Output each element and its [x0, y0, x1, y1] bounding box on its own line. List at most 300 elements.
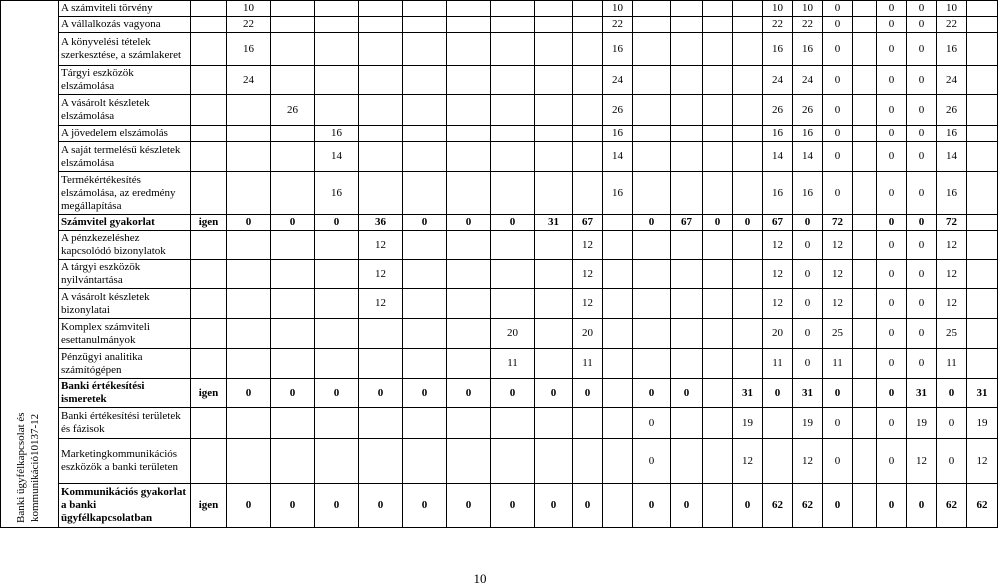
table-row	[1, 126, 998, 142]
table-row	[1, 231, 998, 260]
table-cell	[191, 260, 227, 289]
table-cell	[703, 66, 733, 95]
table-cell	[535, 1, 573, 17]
table-cell	[271, 289, 315, 319]
table-cell	[703, 142, 733, 172]
table-cell: 12	[967, 439, 998, 484]
table-cell	[491, 231, 535, 260]
table-cell: 0	[633, 439, 671, 484]
table-cell	[315, 289, 359, 319]
table-cell: 12	[573, 289, 603, 319]
table-cell: 0	[633, 408, 671, 439]
table-cell: 10	[793, 1, 823, 17]
table-cell: 10	[603, 1, 633, 17]
table-cell: 0	[315, 215, 359, 231]
table-cell: 22	[937, 17, 967, 33]
table-cell: 16	[937, 172, 967, 215]
table-cell	[447, 95, 491, 126]
table-cell	[447, 319, 491, 349]
table-cell	[403, 319, 447, 349]
table-cell: 26	[603, 95, 633, 126]
table-cell	[359, 17, 403, 33]
table-row	[1, 319, 998, 349]
table-cell	[853, 17, 877, 33]
table-cell: 20	[491, 319, 535, 349]
table-cell	[603, 289, 633, 319]
table-cell	[403, 408, 447, 439]
table-cell: 0	[877, 215, 907, 231]
table-cell: 0	[633, 215, 671, 231]
table-cell	[491, 408, 535, 439]
table-cell: 25	[823, 319, 853, 349]
table-cell	[359, 349, 403, 379]
table-cell: 0	[271, 215, 315, 231]
table-cell	[315, 17, 359, 33]
table-cell	[703, 260, 733, 289]
table-cell	[535, 172, 573, 215]
table-cell	[967, 260, 998, 289]
table-cell	[763, 439, 793, 484]
table-cell: 0	[937, 439, 967, 484]
table-cell	[535, 349, 573, 379]
table-cell: 19	[793, 408, 823, 439]
table-cell	[271, 172, 315, 215]
table-cell: 0	[823, 439, 853, 484]
table-cell	[491, 33, 535, 66]
table-cell	[227, 289, 271, 319]
table-cell	[967, 33, 998, 66]
table-cell: 16	[603, 33, 633, 66]
table-cell	[703, 17, 733, 33]
table-cell: 0	[907, 260, 937, 289]
table-cell	[271, 17, 315, 33]
table-cell	[853, 142, 877, 172]
table-cell: 26	[271, 95, 315, 126]
table-cell: 20	[763, 319, 793, 349]
table-cell: 0	[907, 1, 937, 17]
table-cell: 22	[603, 17, 633, 33]
table-cell	[403, 66, 447, 95]
table-cell	[703, 319, 733, 349]
table-cell	[227, 408, 271, 439]
table-cell	[315, 66, 359, 95]
table-cell	[671, 439, 703, 484]
section-label: Banki ügyfélkapcsolat és kommunikáció10137-12	[15, 412, 41, 524]
table-cell: 11	[491, 349, 535, 379]
table-cell: 0	[793, 231, 823, 260]
table-cell: 0	[271, 379, 315, 408]
table-cell: 0	[793, 349, 823, 379]
table-cell	[967, 95, 998, 126]
table-cell	[733, 66, 763, 95]
table-cell	[227, 319, 271, 349]
table-cell: 0	[359, 379, 403, 408]
table-cell	[703, 484, 733, 528]
row-label: Banki értékesítési ismeretek	[59, 379, 191, 408]
table-cell: 0	[877, 17, 907, 33]
table-cell	[271, 33, 315, 66]
table-row	[1, 349, 998, 379]
table-cell	[535, 17, 573, 33]
table-cell	[573, 95, 603, 126]
table-cell	[359, 126, 403, 142]
table-cell: 12	[763, 260, 793, 289]
table-row	[1, 142, 998, 172]
table-cell	[703, 126, 733, 142]
table-cell: 16	[315, 126, 359, 142]
table-cell	[703, 172, 733, 215]
table-cell: 31	[733, 379, 763, 408]
table-cell: 12	[823, 231, 853, 260]
table-cell: 0	[823, 66, 853, 95]
table-cell	[403, 349, 447, 379]
table-cell	[853, 66, 877, 95]
table-cell: 0	[535, 484, 573, 528]
table-cell	[633, 17, 671, 33]
table-cell	[633, 1, 671, 17]
table-cell	[603, 231, 633, 260]
table-cell: 31	[535, 215, 573, 231]
table-cell: 0	[877, 142, 907, 172]
table-cell: 14	[793, 142, 823, 172]
table-cell	[853, 1, 877, 17]
table-cell	[403, 142, 447, 172]
table-cell	[733, 260, 763, 289]
table-cell	[853, 319, 877, 349]
table-cell	[447, 260, 491, 289]
table-cell	[967, 17, 998, 33]
table-cell: 72	[823, 215, 853, 231]
table-cell: 67	[671, 215, 703, 231]
section-label-cell	[1, 1, 59, 528]
table-cell	[227, 172, 271, 215]
table-cell	[315, 408, 359, 439]
table-cell	[733, 142, 763, 172]
table-cell: 0	[877, 66, 907, 95]
table-cell	[491, 172, 535, 215]
table-cell	[703, 379, 733, 408]
table-cell	[271, 408, 315, 439]
table-cell	[403, 439, 447, 484]
table-cell: 67	[573, 215, 603, 231]
table-cell: 0	[907, 484, 937, 528]
table-cell: 0	[877, 439, 907, 484]
table-cell: 24	[937, 66, 967, 95]
table-cell: 12	[573, 231, 603, 260]
table-cell	[271, 319, 315, 349]
table-row	[1, 408, 998, 439]
row-label: Banki értékesítési területek és fázisok	[59, 408, 191, 439]
table-cell	[447, 66, 491, 95]
table-cell	[671, 260, 703, 289]
table-cell	[403, 33, 447, 66]
table-cell: 0	[823, 408, 853, 439]
table-cell	[733, 95, 763, 126]
table-cell: 12	[823, 289, 853, 319]
table-cell: 0	[877, 172, 907, 215]
table-cell	[403, 231, 447, 260]
table-cell	[853, 408, 877, 439]
table-cell	[447, 439, 491, 484]
table-cell: 0	[907, 33, 937, 66]
table-cell: 0	[573, 379, 603, 408]
table-cell: 14	[763, 142, 793, 172]
table-cell: 16	[763, 172, 793, 215]
table-row	[1, 66, 998, 95]
table-cell: 0	[877, 289, 907, 319]
table-cell: 12	[937, 289, 967, 319]
table-cell	[447, 17, 491, 33]
table-cell	[573, 126, 603, 142]
table-cell: 12	[763, 231, 793, 260]
row-label: A vásárolt készletek bizonylatai	[59, 289, 191, 319]
table-cell: 26	[763, 95, 793, 126]
table-cell	[733, 349, 763, 379]
table-cell: 0	[573, 484, 603, 528]
table-cell	[447, 142, 491, 172]
table-cell	[573, 1, 603, 17]
table-cell: 0	[877, 1, 907, 17]
table-cell: 0	[907, 66, 937, 95]
table-cell	[733, 289, 763, 319]
row-label: Komplex számviteli esettanulmányok	[59, 319, 191, 349]
table-cell	[227, 349, 271, 379]
table-cell: 0	[877, 95, 907, 126]
row-label: A tárgyi eszközök nyilvántartása	[59, 260, 191, 289]
table-cell	[633, 95, 671, 126]
table-cell: 20	[573, 319, 603, 349]
table-cell	[603, 408, 633, 439]
table-cell: 11	[823, 349, 853, 379]
table-cell	[733, 172, 763, 215]
table-cell: 12	[937, 260, 967, 289]
table-cell: 0	[763, 379, 793, 408]
table-cell: 24	[227, 66, 271, 95]
table-cell: 0	[535, 379, 573, 408]
table-cell	[633, 172, 671, 215]
table-cell: 62	[763, 484, 793, 528]
table-cell	[535, 33, 573, 66]
table-row	[1, 17, 998, 33]
table-cell: 0	[491, 215, 535, 231]
table-cell	[227, 95, 271, 126]
table-cell: 0	[447, 484, 491, 528]
table-cell: 0	[877, 349, 907, 379]
table-cell	[227, 260, 271, 289]
table-cell	[359, 439, 403, 484]
table-cell: 16	[937, 126, 967, 142]
table-cell	[191, 349, 227, 379]
table-cell	[191, 231, 227, 260]
table-cell	[315, 1, 359, 17]
table-cell	[671, 231, 703, 260]
table-cell: 0	[793, 260, 823, 289]
table-cell: igen	[191, 215, 227, 231]
table-cell	[315, 349, 359, 379]
table-cell	[671, 172, 703, 215]
table-cell: 0	[793, 319, 823, 349]
table-cell: 0	[227, 215, 271, 231]
table-cell	[967, 319, 998, 349]
table-cell	[447, 408, 491, 439]
table-cell: 19	[733, 408, 763, 439]
table-cell	[191, 66, 227, 95]
table-cell	[403, 95, 447, 126]
table-cell	[271, 126, 315, 142]
table-cell	[535, 408, 573, 439]
table-cell: 12	[793, 439, 823, 484]
table-cell: 25	[937, 319, 967, 349]
table-cell	[191, 289, 227, 319]
table-cell	[967, 66, 998, 95]
table-cell: 0	[703, 215, 733, 231]
table-cell: 12	[733, 439, 763, 484]
table-cell	[191, 126, 227, 142]
table-cell	[447, 349, 491, 379]
table-cell: igen	[191, 484, 227, 528]
row-label: A könyvelési tételek szerkesztése, a számlakeret	[59, 33, 191, 66]
table-cell: 10	[937, 1, 967, 17]
table-cell: 0	[907, 126, 937, 142]
table-cell: 0	[491, 484, 535, 528]
table-cell	[633, 319, 671, 349]
table-row	[1, 1, 998, 17]
table-cell	[603, 319, 633, 349]
table-cell: 16	[603, 126, 633, 142]
table-cell	[967, 1, 998, 17]
table-row	[1, 95, 998, 126]
table-cell	[227, 142, 271, 172]
row-label: A vásárolt készletek elszámolása	[59, 95, 191, 126]
table-cell: 0	[907, 17, 937, 33]
table-cell: 24	[793, 66, 823, 95]
table-cell	[573, 439, 603, 484]
table-cell	[633, 33, 671, 66]
table-cell: 0	[271, 484, 315, 528]
table-cell: 22	[763, 17, 793, 33]
table-cell	[491, 1, 535, 17]
table-cell	[671, 289, 703, 319]
table-cell: 0	[877, 33, 907, 66]
table-cell	[447, 126, 491, 142]
table-cell	[967, 215, 998, 231]
table-cell	[633, 126, 671, 142]
table-cell	[535, 66, 573, 95]
table-cell	[967, 349, 998, 379]
table-cell	[603, 439, 633, 484]
row-label: A saját termelésű készletek elszámolása	[59, 142, 191, 172]
table-cell	[191, 142, 227, 172]
table-cell: 12	[359, 231, 403, 260]
table-cell	[703, 349, 733, 379]
table-cell: 0	[877, 408, 907, 439]
table-cell	[733, 126, 763, 142]
table-cell: 31	[793, 379, 823, 408]
table-cell	[603, 379, 633, 408]
table-cell: 0	[823, 142, 853, 172]
table-cell: 12	[823, 260, 853, 289]
table-cell: igen	[191, 379, 227, 408]
table-cell	[633, 231, 671, 260]
table-cell	[491, 289, 535, 319]
table-cell	[573, 172, 603, 215]
table-cell	[191, 17, 227, 33]
table-cell: 24	[763, 66, 793, 95]
table-cell: 0	[877, 231, 907, 260]
table-cell	[733, 33, 763, 66]
row-label: Marketingkommunikációs eszközök a banki területen	[59, 439, 191, 484]
table-cell	[671, 126, 703, 142]
table-cell	[227, 439, 271, 484]
table-cell	[447, 1, 491, 17]
table-cell	[967, 142, 998, 172]
table-cell: 0	[937, 379, 967, 408]
table-cell: 0	[315, 379, 359, 408]
table-cell	[315, 260, 359, 289]
table-cell	[703, 33, 733, 66]
table-cell	[853, 95, 877, 126]
table-cell: 0	[733, 484, 763, 528]
row-label: A pénzkezeléshez kapcsolódó bizonylatok	[59, 231, 191, 260]
table-cell	[853, 484, 877, 528]
table-cell: 0	[877, 484, 907, 528]
table-cell	[633, 142, 671, 172]
table-cell	[535, 319, 573, 349]
table-cell	[271, 439, 315, 484]
table-cell: 16	[793, 33, 823, 66]
table-cell: 10	[763, 1, 793, 17]
table-cell	[853, 33, 877, 66]
table-cell	[573, 142, 603, 172]
row-label: A vállalkozás vagyona	[59, 17, 191, 33]
table-cell	[359, 95, 403, 126]
table-cell	[573, 66, 603, 95]
table-cell	[447, 172, 491, 215]
table-cell	[633, 349, 671, 379]
table-cell: 0	[877, 126, 907, 142]
table-cell	[535, 142, 573, 172]
table-cell	[535, 231, 573, 260]
table-cell: 12	[763, 289, 793, 319]
table-cell: 26	[793, 95, 823, 126]
table-cell: 0	[823, 484, 853, 528]
row-label: Tárgyi eszközök elszámolása	[59, 66, 191, 95]
table-cell	[315, 33, 359, 66]
table-cell: 0	[793, 289, 823, 319]
table-cell	[191, 172, 227, 215]
table-cell: 0	[823, 379, 853, 408]
table-cell: 72	[937, 215, 967, 231]
table-cell: 22	[227, 17, 271, 33]
table-cell	[671, 95, 703, 126]
table-cell: 0	[907, 142, 937, 172]
table-cell: 0	[877, 379, 907, 408]
table-cell: 0	[671, 379, 703, 408]
table-cell	[271, 260, 315, 289]
table-cell: 0	[403, 484, 447, 528]
table-cell	[853, 215, 877, 231]
table-cell	[359, 319, 403, 349]
table-cell: 62	[967, 484, 998, 528]
table-cell	[853, 231, 877, 260]
table-cell	[603, 484, 633, 528]
table-cell	[603, 215, 633, 231]
table-cell: 0	[907, 215, 937, 231]
table-cell	[191, 408, 227, 439]
table-cell: 24	[603, 66, 633, 95]
table-cell: 19	[907, 408, 937, 439]
table-cell: 0	[907, 319, 937, 349]
